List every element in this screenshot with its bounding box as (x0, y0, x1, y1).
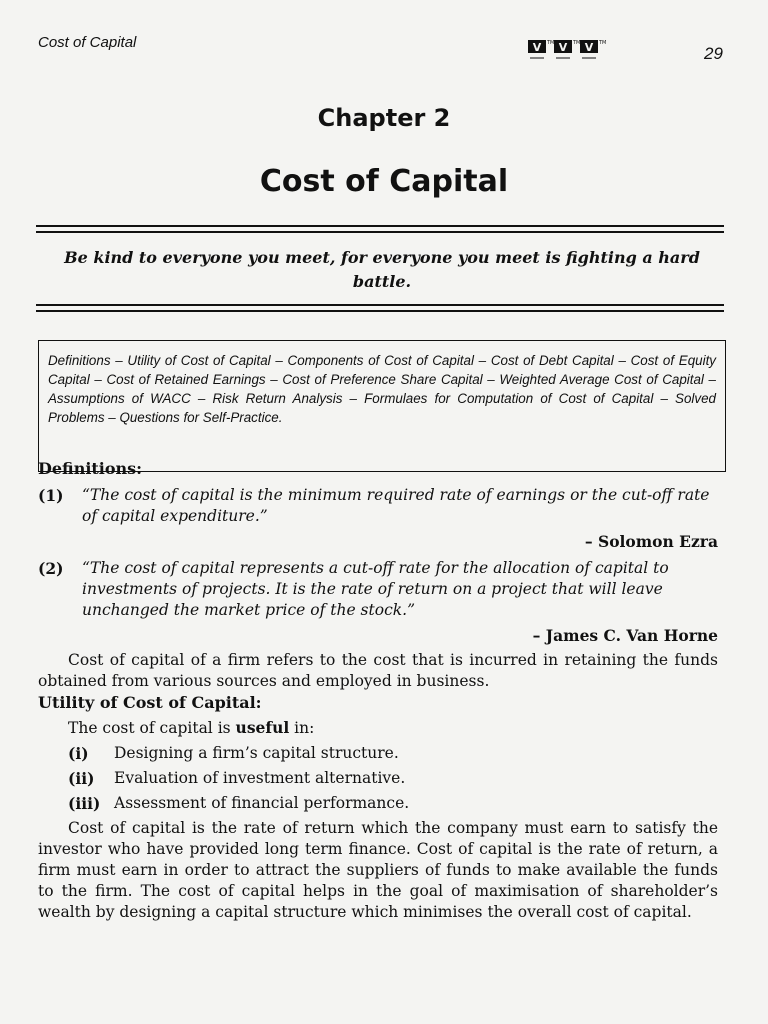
svg-text:TM: TM (547, 40, 555, 46)
svg-text:V: V (532, 41, 542, 54)
list-item-text: Assessment of financial performance. (114, 794, 410, 812)
definition-attribution: – James C. Van Horne (532, 626, 718, 645)
chapter-label: Chapter 2 (317, 104, 451, 132)
definition-attribution: – Solomon Ezra (584, 532, 718, 551)
utility-intro: The cost of capital is useful in: (68, 718, 315, 737)
double-rule-divider (36, 225, 724, 235)
running-head: Cost of Capital (38, 34, 137, 51)
list-item (68, 768, 718, 789)
publisher-logo (528, 38, 620, 62)
double-rule-divider (36, 304, 724, 314)
chapter-body (38, 458, 718, 923)
utility-heading: Utility of Cost of Capital: (38, 693, 262, 712)
svg-text:TM: TM (573, 40, 581, 46)
svg-text:TM: TM (599, 40, 607, 46)
list-item-number: (iii) (68, 794, 101, 813)
definition-item (38, 558, 718, 621)
page-number: 29 (704, 44, 723, 63)
list-item (68, 793, 718, 814)
chapter-contents-box: Definitions – Utility of Cost of Capital – Components of Cost of Capital – Cost of Debt Capital – Cost of Equity Capital – Cost of Retained Earnings – Cost of Preference Share Capital – Weighted Average Cost of Capital – Assumptions of WACC – Risk Return Analysis – Formulaes for Computation of Cost of Capital – Solved Problems – Questions for Self-Practice. (38, 340, 726, 472)
definition-text: “The cost of capital is the minimum required rate of earnings or the cut-off rate of capital expenditure.” (82, 486, 710, 525)
list-item (68, 743, 718, 764)
definition-number: (1) (38, 486, 64, 505)
svg-text:V: V (558, 41, 568, 54)
definitions-heading: Definitions: (38, 459, 143, 478)
definition-number: (2) (38, 559, 64, 578)
list-item-text: Designing a firm’s capital structure. (114, 744, 399, 762)
list-item-number: (i) (68, 744, 89, 763)
definition-text: “The cost of capital represents a cut-off rate for the allocation of capital to investments of projects. It is the rate of return on a project that will leave unchanged the market price of the stock.” (82, 559, 669, 619)
svg-text:V: V (584, 41, 594, 54)
list-item-number: (ii) (68, 769, 95, 788)
utility-paragraph: Cost of capital is the rate of return which the company must earn to satisfy the investor who have provided long term finance. Cost of capital is the rate of return, a firm must earn in order to attract the suppliers of funds to make available the funds to the firm. The cost of capital helps in the goal of maximisation of shareholder’s wealth by designing a capital structure which minimises the overall cost of capital. (38, 819, 718, 921)
epigraph-quote: Be kind to everyone you meet, for everyone you meet is fighting a hard battle. (64, 248, 700, 291)
chapter-title: Cost of Capital (259, 164, 509, 199)
list-item-text: Evaluation of investment alternative. (114, 769, 406, 787)
definition-item (38, 485, 718, 527)
definitions-paragraph: Cost of capital of a firm refers to the cost that is incurred in retaining the funds obtained from various sources and employed in business. (38, 651, 718, 690)
